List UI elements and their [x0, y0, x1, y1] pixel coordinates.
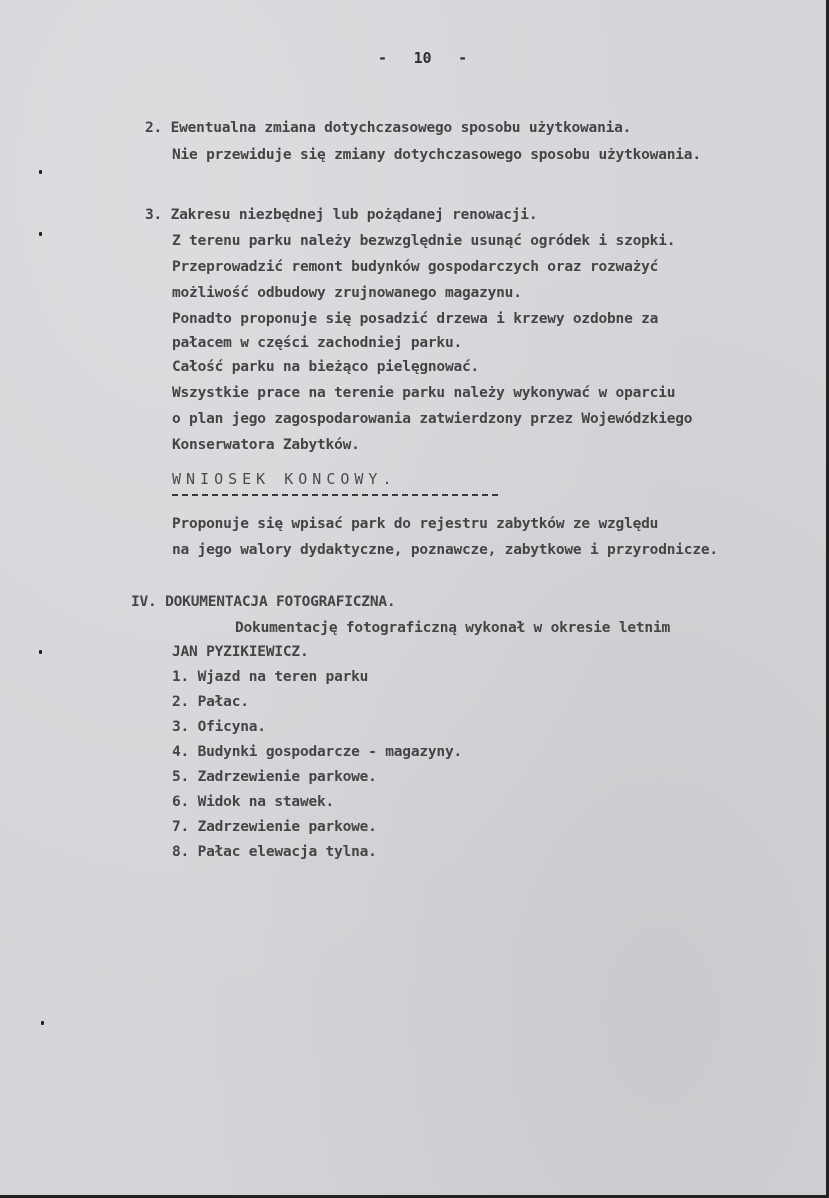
- section-3-line: Całość parku na bieżąco pielęgnować.: [172, 359, 480, 375]
- section-3-line: o plan jego zagospodarowania zatwierdzony przez Wojewódzkiego: [172, 411, 693, 427]
- conclusion-heading: WNIOSEK KONCOWY.: [172, 470, 397, 488]
- photo-list-item: 6. Widok na stawek.: [172, 794, 335, 810]
- photo-list-item: 3. Oficyna.: [172, 719, 266, 735]
- margin-mark: [41, 1021, 44, 1025]
- section-3-line: Konserwatora Zabytków.: [172, 437, 360, 453]
- section-3-line: pałacem w części zachodniej parku.: [172, 335, 463, 351]
- photo-list-item: 1. Wjazd na teren parku: [172, 669, 369, 685]
- section-3-line: Przeprowadzić remont budynków gospodarczych oraz rozważyć: [172, 259, 659, 275]
- section-3-line: Wszystkie prace na terenie parku należy wykonywać w oparciu: [172, 385, 676, 401]
- page-number: - 10 -: [378, 49, 467, 67]
- photo-list-item: 2. Pałac.: [172, 694, 249, 710]
- section-3-heading: 3. Zakresu niezbędnej lub pożądanej renowacji.: [145, 207, 538, 223]
- conclusion-line: Proponuje się wpisać park do rejestru zabytków ze względu: [172, 516, 659, 532]
- section-2-text: Nie przewiduje się zmiany dotychczasowego sposobu użytkowania.: [172, 147, 701, 163]
- conclusion-heading-underline: [172, 494, 498, 496]
- margin-mark: [39, 170, 42, 174]
- section-2-heading: 2. Ewentualna zmiana dotychczasowego sposobu użytkowania.: [145, 120, 632, 136]
- margin-mark: [39, 650, 42, 654]
- photo-list-item: 5. Zadrzewienie parkowe.: [172, 769, 377, 785]
- section-4-heading: IV. DOKUMENTACJA FOTOGRAFICZNA.: [131, 594, 396, 610]
- section-3-line: możliwość odbudowy zrujnowanego magazynu.: [172, 285, 522, 301]
- section-3-line: Ponadto proponuje się posadzić drzewa i krzewy ozdobne za: [172, 311, 659, 327]
- photo-list-item: 7. Zadrzewienie parkowe.: [172, 819, 377, 835]
- section-4-intro: Dokumentację fotograficzną wykonał w okresie letnim: [235, 620, 671, 636]
- conclusion-line: na jego walory dydaktyczne, poznawcze, zabytkowe i przyrodnicze.: [172, 542, 718, 558]
- photo-list-item: 8. Pałac elewacja tylna.: [172, 844, 377, 860]
- photographer-name: JAN PYZIKIEWICZ.: [172, 644, 309, 660]
- photo-list-item: 4. Budynki gospodarcze - magazyny.: [172, 744, 463, 760]
- margin-mark: [39, 232, 42, 236]
- section-3-line: Z terenu parku należy bezwzględnie usunąć ogródek i szopki.: [172, 233, 676, 249]
